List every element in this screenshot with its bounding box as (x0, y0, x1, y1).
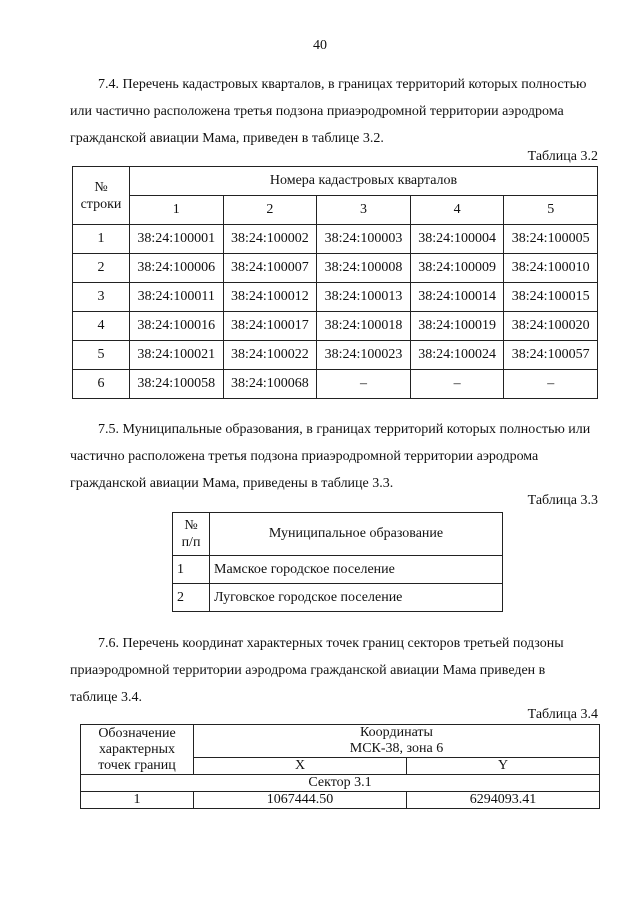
table-3-4-y-header: Y (407, 758, 600, 775)
row-number: 5 (73, 341, 130, 370)
cadastral-number: 38:24:100022 (223, 341, 317, 370)
paragraph-7-6 (70, 630, 598, 711)
table-3-2-row-number-header (73, 167, 130, 225)
table-3-4 (80, 724, 600, 809)
points-header-line-3: точек границ (98, 757, 176, 773)
table-row (73, 341, 598, 370)
paragraph-7-4-line-3: гражданской авиации Мама, приведен в таблице 3.2. (70, 131, 384, 146)
municipality-name: Мамское городское поселение (210, 556, 503, 584)
cadastral-number: 38:24:100016 (130, 312, 224, 341)
table-row (73, 312, 598, 341)
paragraph-7-5-line-3: гражданской авиации Мама, приведены в таблице 3.3. (70, 476, 394, 491)
coords-header-line-1: Координаты (360, 725, 433, 740)
cadastral-number: 38:24:100008 (317, 254, 411, 283)
table-3-2-caption: Таблица 3.2 (527, 149, 598, 164)
y-coordinate: 6294093.41 (407, 792, 600, 809)
cadastral-number: 38:24:100013 (317, 283, 411, 312)
cadastral-number: 38:24:100058 (130, 370, 224, 399)
table-3-2-col-header: 2 (223, 196, 317, 225)
page-number: 40 (313, 38, 327, 53)
table-row (73, 283, 598, 312)
row-number: 1 (173, 556, 210, 584)
paragraph-7-4-line-2: или частично расположена третья подзона приаэродромной территории аэродрома (70, 104, 564, 119)
paragraph-7-5-line-2: частично расположена третья подзона приаэродромной территории аэродрома (70, 449, 539, 464)
paragraph-7-5-line-1: 7.5. Муниципальные образования, в границах территорий которых полностью или (98, 422, 591, 437)
cadastral-number: – (410, 370, 504, 399)
paragraph-7-4 (70, 71, 598, 152)
cadastral-number: 38:24:100023 (317, 341, 411, 370)
points-header-line-1: Обозначение (98, 725, 176, 741)
table-3-4-sector-label: Сектор 3.1 (81, 775, 600, 792)
cadastral-number: 38:24:100020 (504, 312, 598, 341)
paragraph-7-6-line-1: 7.6. Перечень координат характерных точек границ секторов третьей подзоны (98, 636, 564, 651)
row-number: 2 (73, 254, 130, 283)
x-coordinate: 1067444.50 (194, 792, 407, 809)
table-row (73, 225, 598, 254)
table-3-3 (172, 512, 503, 612)
table-3-3-no-sign: № (184, 518, 198, 533)
table-3-3-name-header: Муниципальное образование (210, 513, 503, 556)
cadastral-number: 38:24:100009 (410, 254, 504, 283)
cadastral-number: 38:24:100017 (223, 312, 317, 341)
table-3-2-col-header: 3 (317, 196, 411, 225)
cadastral-number: 38:24:100005 (504, 225, 598, 254)
table-3-4-x-header: X (194, 758, 407, 775)
table-3-2-no-sign: № (94, 179, 108, 195)
cadastral-number: 38:24:100001 (130, 225, 224, 254)
cadastral-number: 38:24:100068 (223, 370, 317, 399)
table-3-4-caption: Таблица 3.4 (527, 707, 598, 722)
cadastral-number: 38:24:100012 (223, 283, 317, 312)
paragraph-7-6-line-3: таблице 3.4. (70, 690, 142, 705)
table-row (173, 584, 503, 612)
table-row (81, 792, 600, 809)
cadastral-number: – (317, 370, 411, 399)
table-3-3-no-header (173, 513, 210, 556)
table-3-2-col-header: 5 (504, 196, 598, 225)
table-3-2-col-header: 4 (410, 196, 504, 225)
table-3-4-points-header (81, 725, 194, 775)
paragraph-7-4-line-1: 7.4. Перечень кадастровых кварталов, в границах территорий которых полностью (98, 77, 587, 92)
cadastral-number: 38:24:100011 (130, 283, 224, 312)
cadastral-number: 38:24:100006 (130, 254, 224, 283)
table-3-4-coords-header (194, 725, 600, 758)
cadastral-number: 38:24:100004 (410, 225, 504, 254)
table-3-3-caption: Таблица 3.3 (527, 493, 598, 508)
row-number: 2 (173, 584, 210, 612)
cadastral-number: 38:24:100021 (130, 341, 224, 370)
coords-header-line-2: МСК-38, зона 6 (349, 741, 444, 756)
row-number: 3 (73, 283, 130, 312)
cadastral-number: 38:24:100015 (504, 283, 598, 312)
cadastral-number: 38:24:100019 (410, 312, 504, 341)
cadastral-number: – (504, 370, 598, 399)
table-row (73, 254, 598, 283)
cadastral-number: 38:24:100002 (223, 225, 317, 254)
points-header-line-2: характерных (98, 741, 176, 757)
cadastral-number: 38:24:100057 (504, 341, 598, 370)
municipality-name: Луговское городское поселение (210, 584, 503, 612)
row-number: 6 (73, 370, 130, 399)
cadastral-number: 38:24:100018 (317, 312, 411, 341)
cadastral-number: 38:24:100003 (317, 225, 411, 254)
paragraph-7-5 (70, 416, 598, 497)
row-number: 1 (73, 225, 130, 254)
table-3-2-col-header: 1 (130, 196, 224, 225)
cadastral-number: 38:24:100014 (410, 283, 504, 312)
table-row (73, 370, 598, 399)
table-3-3-pp-label: п/п (181, 535, 201, 550)
point-id: 1 (81, 792, 194, 809)
cadastral-number: 38:24:100024 (410, 341, 504, 370)
table-row (173, 556, 503, 584)
table-3-2-group-header: Номера кадастровых кварталов (130, 167, 598, 196)
cadastral-number: 38:24:100010 (504, 254, 598, 283)
cadastral-number: 38:24:100007 (223, 254, 317, 283)
table-3-2-row-label: строки (80, 196, 122, 212)
table-3-2 (72, 166, 598, 399)
paragraph-7-6-line-2: приаэродромной территории аэродрома гражданской авиации Мама приведен в (70, 663, 546, 678)
row-number: 4 (73, 312, 130, 341)
